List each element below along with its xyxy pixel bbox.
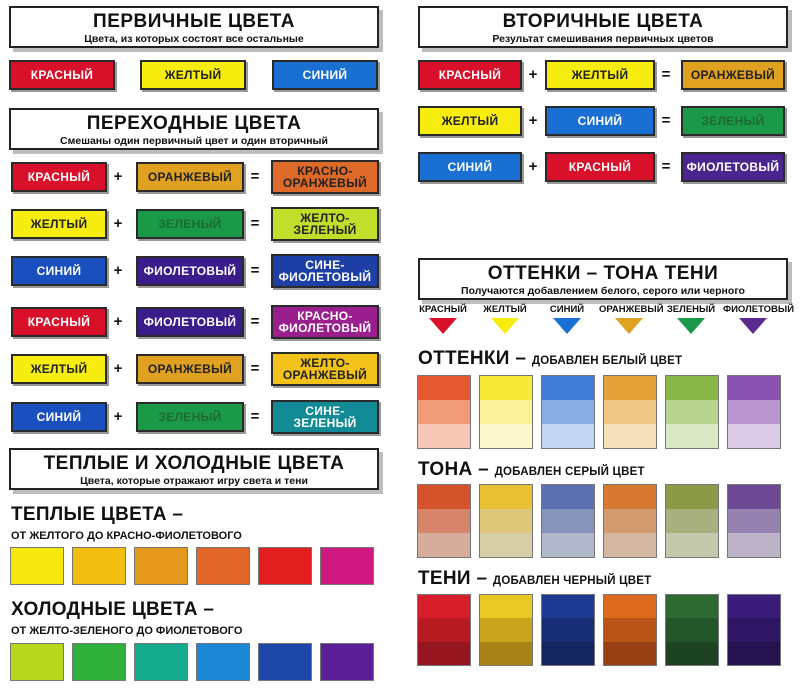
cold-swatch xyxy=(196,643,250,681)
tertiary-row2-result-line1: ЖЕЛТО- xyxy=(300,211,350,225)
dash: – xyxy=(476,568,488,589)
tertiary-row6-a: СИНИЙ xyxy=(11,402,107,432)
tertiary-title: ПЕРЕХОДНЫЕ ЦВЕТА xyxy=(86,113,302,134)
equals-sign: = xyxy=(250,215,260,232)
tertiary-row3-result-line1: СИНЕ- xyxy=(305,258,345,272)
tone-ramp-green xyxy=(665,484,719,558)
tertiary-row6-b: ЗЕЛЕНЫЙ xyxy=(136,402,244,432)
shade-ramp-green xyxy=(665,594,719,666)
shade-ramp-yellow xyxy=(479,594,533,666)
tertiary-row5-result xyxy=(271,352,379,386)
base-label: ЖЕЛТЫЙ xyxy=(483,304,527,315)
violet-triangle-icon xyxy=(739,318,767,334)
cold-title: ХОЛОДНЫЕ ЦВЕТА – xyxy=(11,599,215,620)
tints-section-heading xyxy=(418,348,682,372)
cold-swatch xyxy=(72,643,126,681)
shade-ramp-red xyxy=(417,594,471,666)
equals-sign: = xyxy=(250,408,260,425)
plus-sign: + xyxy=(113,262,123,279)
shade-ramp-orange xyxy=(603,594,657,666)
tertiary-row2-b: ЗЕЛЕНЫЙ xyxy=(136,209,244,239)
tertiary-row2-result-line2: ЗЕЛЕНЫЙ xyxy=(293,223,357,237)
primary-header xyxy=(9,6,379,48)
secondary-row3-a: СИНИЙ xyxy=(418,152,522,182)
tints-section-title: ОТТЕНКИ xyxy=(418,348,510,369)
secondary-row2-a: ЖЕЛТЫЙ xyxy=(418,106,522,136)
secondary-row3-result: ФИОЛЕТОВЫЙ xyxy=(681,152,785,182)
tone-ramp-violet xyxy=(727,484,781,558)
primary-title: ПЕРВИЧНЫЕ ЦВЕТА xyxy=(93,11,295,32)
tertiary-row4-b: ФИОЛЕТОВЫЙ xyxy=(136,307,244,337)
tertiary-row6-result-line2: ЗЕЛЕНЫЙ xyxy=(293,416,357,430)
tone-ramp-red xyxy=(417,484,471,558)
tertiary-row4-result-line2: ФИОЛЕТОВЫЙ xyxy=(278,321,372,335)
shades-section-note: ДОБАВЛЕН ЧЕРНЫЙ ЦВЕТ xyxy=(492,575,652,587)
tint-ramp-blue xyxy=(541,375,595,449)
tertiary-row4-result-line1: КРАСНО- xyxy=(297,309,353,323)
primary-subtitle: Цвета, из которых состоят все остальные xyxy=(84,33,304,45)
tint-ramp-orange xyxy=(603,375,657,449)
plus-sign: + xyxy=(113,168,123,185)
tint-ramp-red xyxy=(417,375,471,449)
equals-sign: = xyxy=(250,262,260,279)
tertiary-header xyxy=(9,108,379,150)
warm-swatch xyxy=(320,547,374,585)
tints-subtitle: Получаются добавлением белого, серого или черного xyxy=(461,285,745,297)
green-triangle-icon xyxy=(677,318,705,334)
secondary-subtitle: Результат смешивания первичных цветов xyxy=(492,33,714,45)
yellow-triangle-icon xyxy=(491,318,519,334)
plus-sign: + xyxy=(113,313,123,330)
plus-sign: + xyxy=(528,158,538,175)
tertiary-row3-b: ФИОЛЕТОВЫЙ xyxy=(136,256,244,286)
cold-swatch xyxy=(134,643,188,681)
plus-sign: + xyxy=(528,66,538,83)
tertiary-row1-result-line2: ОРАНЖЕВЫЙ xyxy=(282,176,368,190)
red-triangle-icon xyxy=(429,318,457,334)
warm-swatch xyxy=(72,547,126,585)
tertiary-row2-a: ЖЕЛТЫЙ xyxy=(11,209,107,239)
tones-section-title: ТОНА xyxy=(418,459,473,480)
secondary-row3-b: КРАСНЫЙ xyxy=(545,152,655,182)
tones-section-heading xyxy=(418,459,645,483)
shades-section-heading xyxy=(418,568,651,592)
dash: – xyxy=(515,348,527,369)
equals-sign: = xyxy=(250,168,260,185)
secondary-row1-b: ЖЕЛТЫЙ xyxy=(545,60,655,90)
plus-sign: + xyxy=(113,215,123,232)
cold-note: ОТ ЖЕЛТО-ЗЕЛЕНОГО ДО ФИОЛЕТОВОГО xyxy=(11,625,243,637)
primary-red-swatch: КРАСНЫЙ xyxy=(9,60,115,90)
tertiary-row3-a: СИНИЙ xyxy=(11,256,107,286)
base-label: КРАСНЫЙ xyxy=(419,304,467,315)
tones-section-note: ДОБАВЛЕН СЕРЫЙ ЦВЕТ xyxy=(494,466,645,478)
tints-header xyxy=(418,258,788,300)
tone-ramp-blue xyxy=(541,484,595,558)
tertiary-row1-a: КРАСНЫЙ xyxy=(11,162,107,192)
tertiary-row1-b: ОРАНЖЕВЫЙ xyxy=(136,162,244,192)
plus-sign: + xyxy=(528,112,538,129)
secondary-row2-result: ЗЕЛЕНЫЙ xyxy=(681,106,785,136)
tertiary-row5-b: ОРАНЖЕВЫЙ xyxy=(136,354,244,384)
secondary-header xyxy=(418,6,788,48)
plus-sign: + xyxy=(113,360,123,377)
equals-sign: = xyxy=(250,313,260,330)
tone-ramp-orange xyxy=(603,484,657,558)
tints-section-note: ДОБАВЛЕН БЕЛЫЙ ЦВЕТ xyxy=(531,355,683,367)
cold-swatch xyxy=(320,643,374,681)
shades-section-title: ТЕНИ xyxy=(418,568,471,589)
secondary-row2-b: СИНИЙ xyxy=(545,106,655,136)
secondary-row1-a: КРАСНЫЙ xyxy=(418,60,522,90)
tertiary-row1-result xyxy=(271,160,379,194)
tertiary-row4-result xyxy=(271,305,379,339)
shade-ramp-violet xyxy=(727,594,781,666)
primary-yellow-swatch: ЖЕЛТЫЙ xyxy=(140,60,246,90)
tint-ramp-yellow xyxy=(479,375,533,449)
tint-ramp-green xyxy=(665,375,719,449)
tertiary-row4-a: КРАСНЫЙ xyxy=(11,307,107,337)
equals-sign: = xyxy=(250,360,260,377)
warm-swatch xyxy=(134,547,188,585)
blue-triangle-icon xyxy=(553,318,581,334)
tertiary-row1-result-line1: КРАСНО- xyxy=(297,164,353,178)
warm-swatch xyxy=(10,547,64,585)
plus-sign: + xyxy=(113,408,123,425)
equals-sign: = xyxy=(661,112,671,129)
tertiary-row3-result xyxy=(271,254,379,288)
tertiary-row3-result-line2: ФИОЛЕТОВЫЙ xyxy=(278,270,372,284)
equals-sign: = xyxy=(661,158,671,175)
cold-swatch xyxy=(10,643,64,681)
base-label: СИНИЙ xyxy=(549,304,585,315)
warmcold-title: ТЕПЛЫЕ И ХОЛОДНЫЕ ЦВЕТА xyxy=(43,453,345,474)
tertiary-row6-result-line1: СИНЕ- xyxy=(305,404,345,418)
equals-sign: = xyxy=(661,66,671,83)
tertiary-row5-result-line1: ЖЕЛТО- xyxy=(300,356,350,370)
tertiary-row6-result xyxy=(271,400,379,434)
warm-swatch xyxy=(258,547,312,585)
shade-ramp-blue xyxy=(541,594,595,666)
tints-title: ОТТЕНКИ – ТОНА ТЕНИ xyxy=(487,263,719,284)
tertiary-subtitle: Смешаны один первичный цвет и один вторичный xyxy=(60,135,328,147)
warmcold-header xyxy=(9,448,379,490)
secondary-title: ВТОРИЧНЫЕ ЦВЕТА xyxy=(502,11,704,32)
warm-swatch xyxy=(196,547,250,585)
secondary-row1-result: ОРАНЖЕВЫЙ xyxy=(681,60,785,90)
tertiary-row5-result-line2: ОРАНЖЕВЫЙ xyxy=(282,368,368,382)
base-label: ФИОЛЕТОВЫЙ xyxy=(723,304,795,315)
base-label: ЗЕЛЕНЫЙ xyxy=(666,304,716,315)
base-label: ОРАНЖЕВЫЙ xyxy=(599,304,664,315)
tertiary-row2-result xyxy=(271,207,379,241)
tint-ramp-violet xyxy=(727,375,781,449)
tone-ramp-yellow xyxy=(479,484,533,558)
orange-triangle-icon xyxy=(615,318,643,334)
warmcold-subtitle: Цвета, которые отражают игру света и тени xyxy=(80,475,308,487)
warm-title: ТЕПЛЫЕ ЦВЕТА – xyxy=(11,504,184,525)
tertiary-row5-a: ЖЕЛТЫЙ xyxy=(11,354,107,384)
warm-note: ОТ ЖЕЛТОГО ДО КРАСНО-ФИОЛЕТОВОГО xyxy=(11,530,242,542)
dash: – xyxy=(478,459,490,480)
primary-blue-swatch: СИНИЙ xyxy=(272,60,378,90)
cold-swatch xyxy=(258,643,312,681)
